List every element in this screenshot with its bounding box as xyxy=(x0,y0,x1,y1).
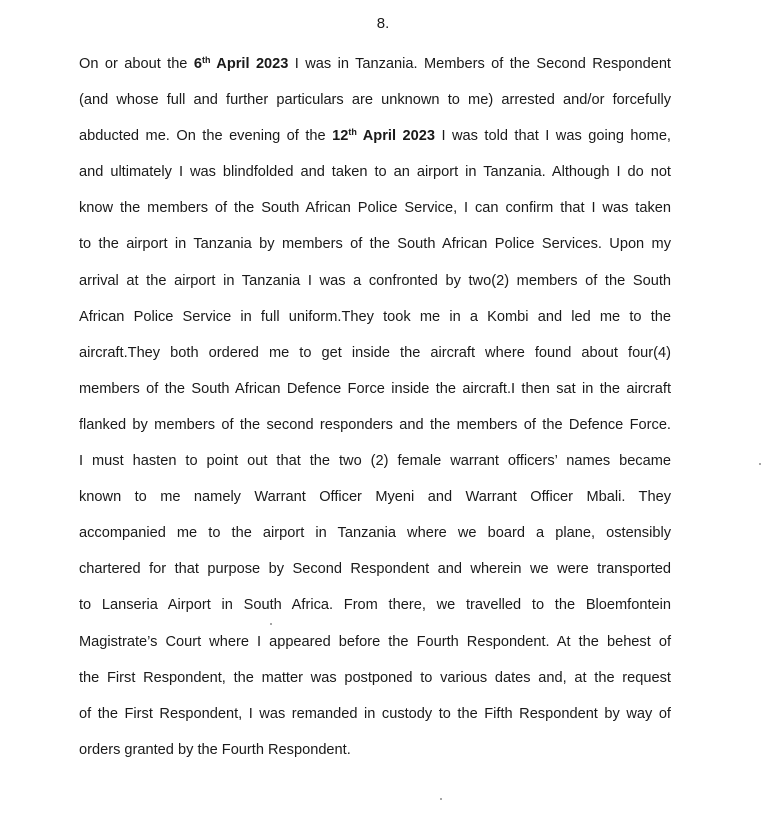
text-line xyxy=(79,82,671,118)
text-line xyxy=(79,551,671,587)
text-line xyxy=(79,443,671,479)
text-line xyxy=(79,335,671,371)
bold-text: th xyxy=(348,127,357,138)
text-run: know the members of the South African Police Service, I can confirm that I was taken xyxy=(79,200,671,217)
text-run: to Lanseria Airport in South Africa. From there, we travelled to the Bloemfontein xyxy=(79,597,671,614)
text-line xyxy=(79,732,671,768)
text-run: and ultimately I was blindfolded and taken to an airport in Tanzania. Although I do not xyxy=(79,164,671,181)
text-run: Magistrate’s Court where I appeared before the Fourth Respondent. At the behest of xyxy=(79,633,671,650)
text-run: I must hasten to point out that the two (2) female warrant officers’ names became xyxy=(79,453,671,470)
text-line xyxy=(79,190,671,226)
text-run: I was in Tanzania. Members of the Second Respondent xyxy=(288,56,671,72)
text-run: flanked by members of the second responders and the members of the Defence Force. xyxy=(79,416,671,433)
scan-speck xyxy=(759,463,761,465)
text-run: known to me namely Warrant Officer Myeni and Warrant Officer Mbali. They xyxy=(79,489,671,506)
text-run: African Police Service in full uniform.They took me in a Kombi and led me to the xyxy=(79,308,671,325)
scan-speck xyxy=(270,623,272,625)
text-line xyxy=(79,46,671,82)
bold-text: April 2023 xyxy=(210,56,289,72)
bold-text: 12 xyxy=(332,128,349,145)
text-line xyxy=(79,263,671,299)
text-run: aircraft.They both ordered me to get inside the aircraft where found about four(4) xyxy=(79,344,671,361)
text-line xyxy=(79,696,671,732)
scan-speck xyxy=(440,798,442,800)
text-run: members of the South African Defence Force inside the aircraft.I then sat in the aircraft xyxy=(79,380,671,397)
text-line xyxy=(79,587,671,623)
text-line xyxy=(79,624,671,660)
text-line xyxy=(79,660,671,696)
body-paragraph xyxy=(79,46,671,768)
text-run: orders granted by the Fourth Respondent. xyxy=(79,741,351,758)
text-line xyxy=(79,226,671,262)
text-line xyxy=(79,299,671,335)
text-line xyxy=(79,515,671,551)
text-line xyxy=(79,479,671,515)
bold-text: 6 xyxy=(193,56,202,72)
text-run: of the First Respondent, I was remanded in custody to the Fifth Respondent by way of xyxy=(79,705,671,722)
text-run: On or about the xyxy=(79,56,194,72)
text-run: accompanied me to the airport in Tanzania where we board a plane, ostensibly xyxy=(79,525,671,542)
text-line xyxy=(79,371,671,407)
text-run: I was told that I was going home, xyxy=(434,128,671,145)
text-run: the First Respondent, the matter was postponed to various dates and, at the request xyxy=(79,669,671,686)
text-run: abducted me. On the evening of the xyxy=(79,128,333,145)
text-line xyxy=(79,118,671,154)
bold-text: April 2023 xyxy=(356,128,435,145)
text-run: arrival at the airport in Tanzania I was a confronted by two(2) members of the South xyxy=(79,272,671,289)
page-number: 8. xyxy=(376,15,390,32)
text-run: (and whose full and further particulars are unknown to me) arrested and/or forcefully xyxy=(79,92,671,109)
text-line xyxy=(79,407,671,443)
text-line xyxy=(79,154,671,190)
text-run: chartered for that purpose by Second Respondent and wherein we were transported xyxy=(79,561,671,578)
text-run: to the airport in Tanzania by members of the South African Police Services. Upon my xyxy=(79,236,671,253)
bold-text: th xyxy=(201,55,211,65)
